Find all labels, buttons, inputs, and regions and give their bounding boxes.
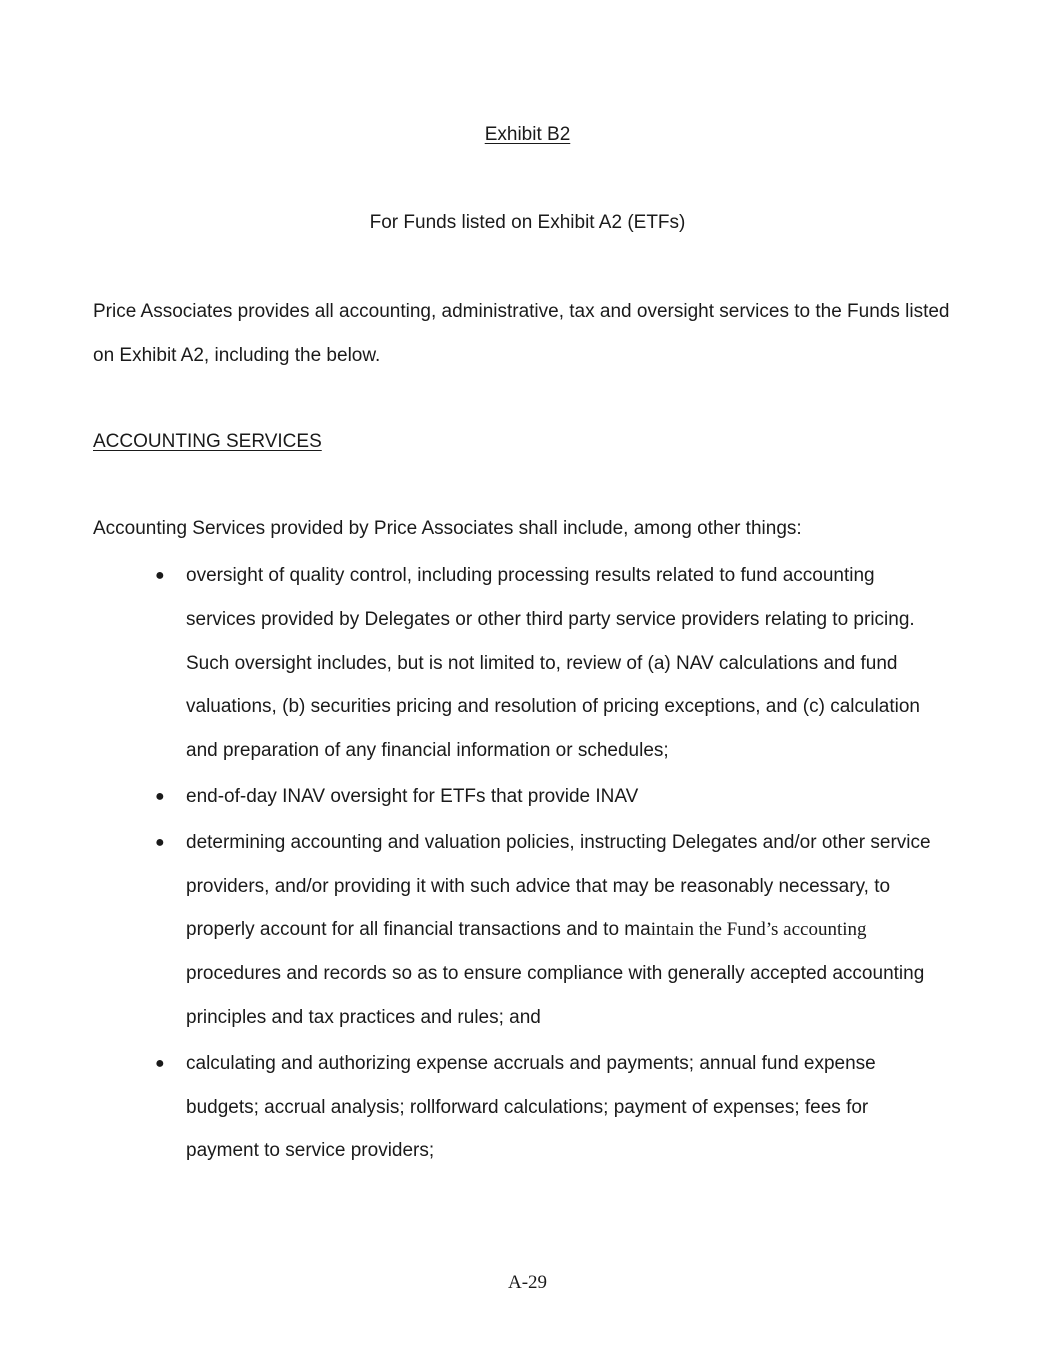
list-item	[155, 775, 936, 819]
list-item	[155, 1042, 936, 1173]
services-list	[155, 554, 936, 1175]
exhibit-subtitle: For Funds listed on Exhibit A2 (ETFs)	[369, 212, 686, 233]
list-item-text-part: determining accounting and valuation policies, instructing Delegates and/or other service providers, and/or providing it with such advice that may be reasonably necessary, to properly account for all financial transactions and to ma	[186, 831, 931, 941]
list-item-text: end-of-day INAV oversight for ETFs that provide INAV	[186, 785, 639, 807]
list-item	[155, 821, 936, 1040]
page-number: A-29	[507, 1272, 548, 1293]
list-item-text-part: procedures and records so as to ensure compliance with generally accepted accounting principles and tax practices and rules; and	[186, 963, 925, 1028]
intro-paragraph: Price Associates provides all accounting, administrative, tax and oversight services to the Funds listed on Exhibit A2, including the below.	[93, 301, 950, 366]
list-item-text: calculating and authorizing expense accruals and payments; annual fund expense budgets; accrual analysis; rollforward calculations; payment of expenses; fees for payment to service providers;	[186, 1052, 876, 1162]
list-item-text-serif-part: intain the Fund’s accounting	[650, 919, 867, 941]
bullet-icon: ●	[155, 833, 165, 851]
section-heading: ACCOUNTING SERVICES	[93, 431, 322, 452]
list-item-text	[186, 832, 931, 1028]
section-lead: Accounting Services provided by Price Associates shall include, among other things:	[93, 518, 802, 539]
bullet-icon: ●	[155, 1054, 165, 1072]
list-item	[155, 554, 936, 773]
exhibit-title: Exhibit B2	[484, 124, 571, 145]
bullet-icon: ●	[155, 567, 165, 584]
list-item-text: oversight of quality control, including processing results related to fund accounting services provided by Delegates or other third party service providers relating to pricing. Such oversight includes, but is not limited to, review of (a) NAV calculations and fund valuations, (b) securities pricing and resolution of pricing exceptions, and (c) calculation and preparation of any financial information or schedules;	[186, 565, 920, 762]
bullet-icon: ●	[155, 787, 165, 805]
